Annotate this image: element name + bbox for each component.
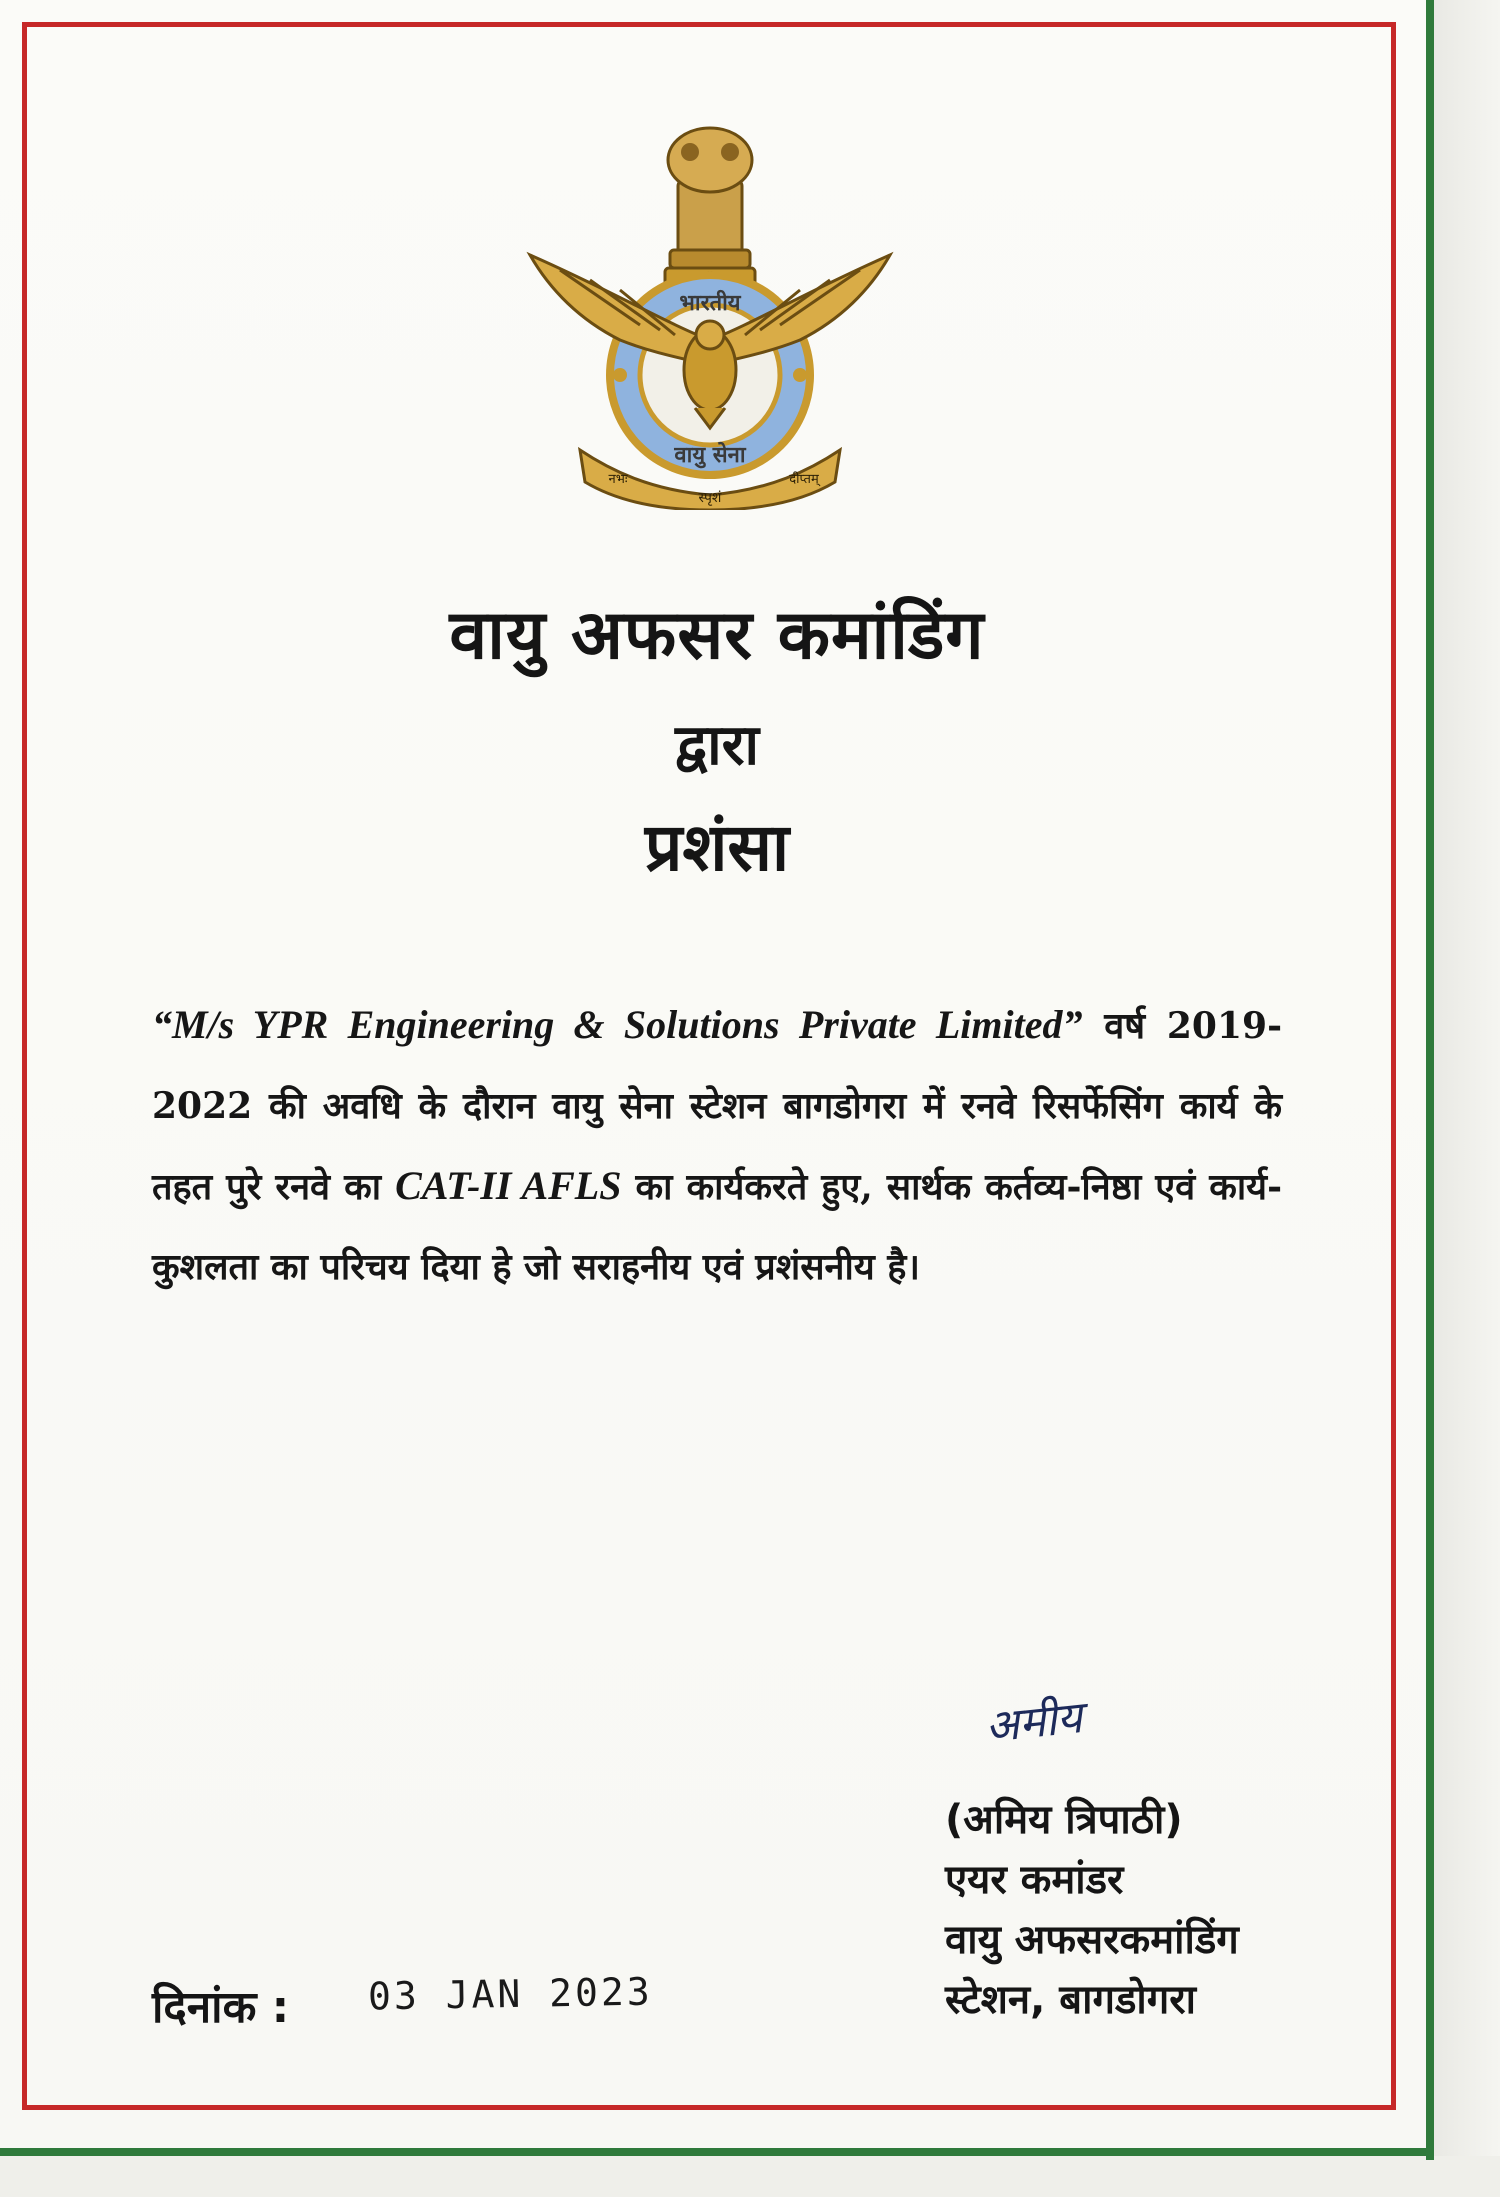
appreciation-body xyxy=(152,985,1282,1307)
ring-bottom-text: वायु सेना xyxy=(674,443,746,468)
handwritten-signature: अमीय xyxy=(982,1692,1085,1753)
signatory-station: स्टेशन, बागडोगरा xyxy=(945,1977,1196,2023)
page-bottom-edge xyxy=(0,2156,1500,2197)
body-text-part1: वर्ष 2019-2022 की अवधि के दौरान वायु सेना स्टेशन बागडोगरा में रनवे रिसर्फेसिंग कार्य के तहत पुरे रनवे का xyxy=(152,1005,1283,1208)
signatory-block xyxy=(945,1790,1365,2030)
company-name: “M/s YPR Engineering & Solutions Private Limited” xyxy=(152,1002,1083,1047)
certificate-heading-appreciation: प्रशंसा xyxy=(644,809,790,886)
date-value: 03 JAN 2023 xyxy=(367,1969,654,2019)
signatory-designation: वायु अफसरकमांडिंग xyxy=(945,1917,1239,1963)
ring-top-text: भारतीय xyxy=(679,291,741,316)
motto-center-text: स्पृशं xyxy=(698,490,722,506)
signatory-rank: एयर कमांडर xyxy=(945,1857,1124,1903)
green-border-bottom xyxy=(0,2148,1434,2156)
lion-capital-icon xyxy=(665,128,755,290)
date-label: दिनांक : xyxy=(152,1982,290,2033)
green-border-right xyxy=(1426,0,1434,2160)
body-text-part2: का कार्यकरते हुए, सार्थक कर्तव्य-निष्ठा एवं कार्य-कुशलता का परिचय दिया हे जो सराहनीय एवं प्रशंसनीय है। xyxy=(152,1166,1283,1288)
indian-air-force-crest-icon xyxy=(520,90,900,510)
certificate-title: वायु अफसर कमांडिंग xyxy=(449,596,985,675)
motto-left-text: नभः xyxy=(608,472,628,487)
page-edge xyxy=(1434,0,1500,2197)
signatory-name: (अमिय त्रिपाठी) xyxy=(945,1797,1183,1843)
certificate-subtitle: द्वारा xyxy=(674,713,760,778)
cat-afls-text: CAT-II AFLS xyxy=(395,1163,622,1208)
motto-right-text: दीप्तम् xyxy=(789,472,819,487)
